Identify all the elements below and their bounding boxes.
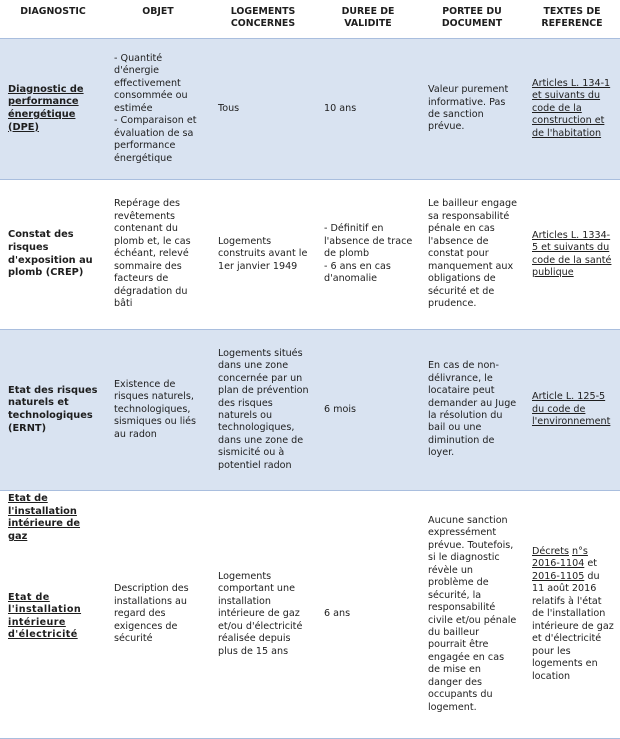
logements-cell: Logements comportant une installation intérieure de gaz et/ou d'électricité réalisée depuis plus de 15 ans (210, 491, 316, 739)
reference-link[interactable]: Articles L. 1334-5 et suivants du code de la santé publique (532, 229, 612, 278)
diagnostic-cell (0, 491, 106, 739)
portee-cell: Valeur purement informative. Pas de sanction prévue. (420, 39, 524, 180)
diagnostic-name: Constat des risques d'exposition au plomb (CREP) (8, 229, 93, 279)
portee-cell: Aucune sanction expressément prévue. Toutefois, si le diagnostic révèle un problème de sécurité, la responsabilité civile et/ou pénale du bailleur pourrait être engagée en cas de mise en danger des occupants du logement. (420, 491, 524, 739)
objet-cell: Existence de risques naturels, technologiques, sismiques ou liés au radon (106, 330, 210, 491)
objet-cell: Description des installations au regard des exigences de sécurité (106, 491, 210, 739)
portee-cell: Le bailleur engage sa responsabilité pénale en cas l'absence de constat pour manquement aux obligations de sécurité et de prudence. (420, 180, 524, 330)
objet-line: - Quantité d'énergie effectivement consommée ou estimée (114, 52, 188, 114)
diagnostic-cell (0, 330, 106, 491)
header-row (0, 0, 620, 39)
reference-cell (524, 39, 620, 180)
diagnostic-name: Etat des risques naturels et technologiques (ERNT) (8, 384, 98, 434)
diagnostic-name-gaz: Etat de l'installation intérieure de gaz (8, 493, 81, 543)
portee-cell: En cas de non-délivrance, le locataire peut demander au Juge la résolution du bail ou une diminution de loyer. (420, 330, 524, 491)
decret-2016-1104-link[interactable]: n°s 2016-1104 (532, 545, 588, 570)
diagnostic-cell (0, 180, 106, 330)
duree-cell: 10 ans (316, 39, 420, 180)
header-portee: PORTEE DU DOCUMENT (420, 0, 524, 39)
header-logements: LOGEMENTS CONCERNES (210, 0, 316, 39)
reference-link[interactable]: Articles L. 134-1 et suivants du code de la construction et de l'habitation (532, 77, 611, 139)
decret-2016-1105-link[interactable]: 2016-1105 (532, 570, 585, 582)
decrets-link[interactable]: Décrets (532, 545, 569, 557)
table-row-dpe (0, 39, 620, 180)
reference-link[interactable]: Article L. 125-5 du code de l'environnement (532, 391, 611, 428)
table-row-gaz-electricite (0, 491, 620, 739)
header-diagnostic: DIAGNOSTIC (0, 0, 106, 39)
table-row-ernt (0, 330, 620, 491)
reference-et: et (587, 558, 598, 570)
duree-cell: 6 mois (316, 330, 420, 491)
diagnostic-cell (0, 39, 106, 180)
objet-line: - Comparaison et évaluation de sa performance énergétique (114, 115, 197, 164)
reference-cell (524, 330, 620, 491)
reference-text: du 11 août 2016 relatifs à l'état de l'installation intérieure de gaz et d'électricité pour les logements en location (532, 570, 614, 682)
objet-cell: Repérage des revêtements contenant du plomb et, le cas échéant, relevé sommaire des facteurs de dégradation du bâti (106, 180, 210, 330)
header-reference: TEXTES DE REFERENCE (524, 0, 620, 39)
header-duree: DUREE DE VALIDITE (316, 0, 420, 39)
duree-line: - Définitif en l'absence de trace de plomb (324, 223, 413, 260)
duree-cell (316, 180, 420, 330)
objet-cell (106, 39, 210, 180)
logements-cell: Logements situés dans une zone concernée par un plan de prévention des risques naturels ou technologiques, dans une zone de sismicité ou à potentiel radon (210, 330, 316, 491)
diagnostic-name-electricite: Etat de l'installation intérieure d'électricité (8, 591, 82, 641)
logements-cell: Logements construits avant le 1er janvier 1949 (210, 180, 316, 330)
header-objet: OBJET (106, 0, 210, 39)
duree-cell: 6 ans (316, 491, 420, 739)
reference-cell (524, 491, 620, 739)
table-row-crep (0, 180, 620, 330)
diagnostic-name: Diagnostic de performance énergétique (DPE) (8, 83, 84, 133)
logements-cell: Tous (210, 39, 316, 180)
duree-line: - 6 ans en cas d'anomalie (324, 260, 391, 285)
reference-cell (524, 180, 620, 330)
